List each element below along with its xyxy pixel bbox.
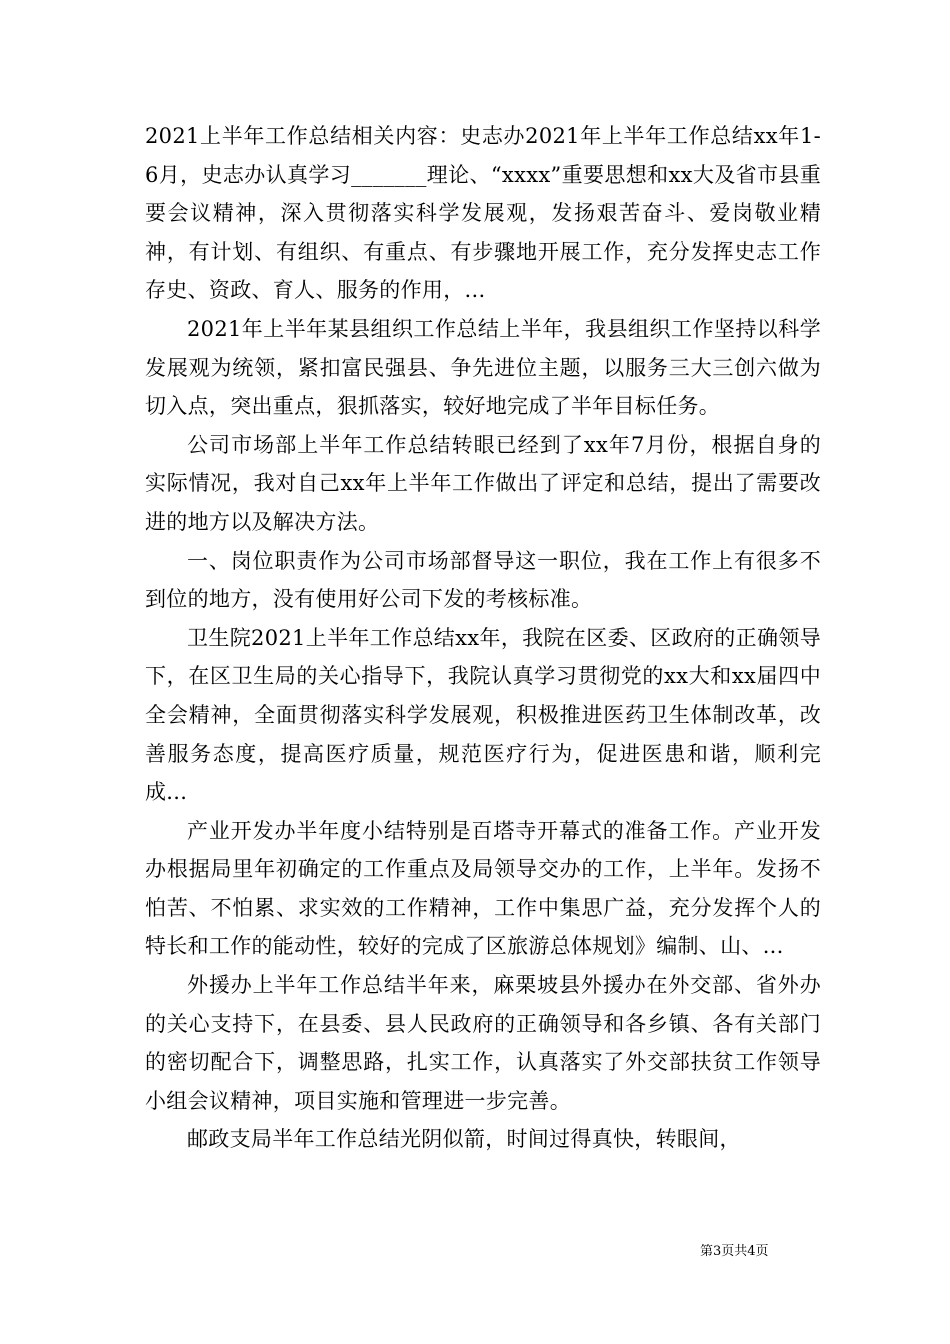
paragraph: 一、岗位职责作为公司市场部督导这一职位，我在工作上有很多不到位的地方，没有使用好公司下发的考核标准。 — [145, 548, 821, 612]
paragraph: 2021年上半年某县组织工作总结上半年，我县组织工作坚持以科学发展观为统领，紧扣富民强县、争先进位主题，以服务三大三创六做为切入点，突出重点，狠抓落实，较好地完成了半年目标任务。 — [145, 316, 821, 419]
paragraph: 邮政支局半年工作总结光阴似箭，时间过得真快，转眼间， — [187, 1127, 741, 1152]
paragraph: 2021上半年工作总结相关内容：史志办2021年上半年工作总结xx年1-6月，史志办认真学习_______理论、“xxxx”重要思想和xx大及省市县重要会议精神，深入贯彻落实科学发展观，发扬艰苦奋斗、爱岗敬业精神，有计划、有组织、有重点、有步骤地开展工作，充分发挥史志工作存史、资政、育人、服务的作用，... — [145, 124, 821, 303]
paragraph: 外援办上半年工作总结半年来，麻栗坡县外援办在外交部、省外办的关心支持下，在县委、县人民政府的正确领导和各乡镇、各有关部门的密切配合下，调整思路，扎实工作，认真落实了外交部扶贫工作领导小组会议精神，项目实施和管理进一步完善。 — [145, 973, 821, 1113]
paragraph: 公司市场部上半年工作总结转眼已经到了xx年7月份，根据自身的实际情况，我对自己xx年上半年工作做出了评定和总结，提出了需要改进的地方以及解决方法。 — [145, 432, 821, 534]
paragraph: 卫生院2021上半年工作总结xx年，我院在区委、区政府的正确领导下，在区卫生局的关心指导下，我院认真学习贯彻党的xx大和xx届四中全会精神，全面贯彻落实科学发展观，积极推进医药卫生体制改革，改善服务态度，提高医疗质量，规范医疗行为，促进医患和谐，顺利完成... — [145, 625, 821, 805]
document-body — [145, 117, 821, 1159]
paragraph: 产业开发办半年度小结特别是百塔寺开幕式的准备工作。产业开发办根据局里年初确定的工作重点及局领导交办的工作，上半年。发扬不怕苦、不怕累、求实效的工作精神，工作中集思广益，充分发挥个人的特长和工作的能动性，较好的完成了区旅游总体规划》编制、山、... — [145, 818, 821, 959]
page-number: 第3页共4页 — [700, 1244, 769, 1259]
